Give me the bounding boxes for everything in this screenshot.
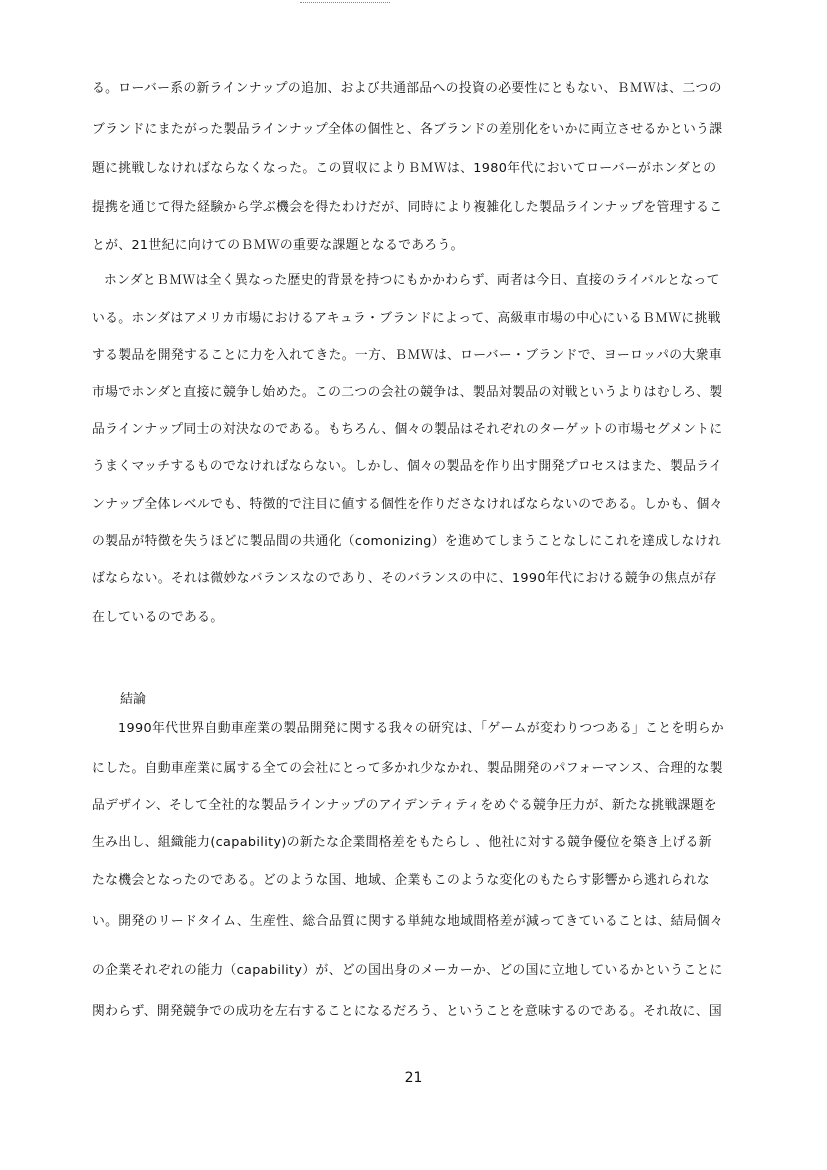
text-line: 関わらず、開発競争での成功を左右することになるだろう、ということを意味するのである。それ故に、国 [92,1004,723,1019]
text-line: 提携を通じて得た経験から学ぶ機会を得たわけだが、同時により複雑化した製品ラインナップを管理するこ [92,200,723,215]
text-line: とが、21世紀に向けてのＢＭＷの重要な課題となるであろう。 [92,238,464,253]
text-line: うまくマッチするものでなければならない。しかし、個々の製品を作り出す開発プロセスはまた、製品ライ [92,459,723,474]
text-line: 1990年代世界自動車産業の製品開発に関する我々の研究は、「ゲームが変わりつつある」ことを明らか [118,721,725,736]
text-line: いる。ホンダはアメリカ市場におけるアキュラ・ブランドによって、高級車市場の中心にいるＢＭＷに挑戦 [92,311,721,326]
text-line: 品デザイン、そして全社的な製品ラインナップのアイデンティティをめぐる競争圧力が、新たな挑戦課題を [92,798,718,813]
page-number: 21 [404,1070,423,1086]
text-line: 在しているのである。 [92,610,224,625]
text-line: る。ローバー系の新ラインナップの追加、および共通部品への投資の必要性にともない、ＢＭＷは、二つの [92,81,722,96]
text-line: 生み出し、組織能力(capability)の新たな企業間格差をもたらし 、他社に対する競争優位を築き上げる新 [92,835,712,850]
text-line: の製品が特徴を失うほどに製品間の共通化（comonizing）を進めてしまうことなしにこれを達成しなけれ [92,534,722,549]
text-line: ホンダとＢＭＷは全く異なった歴史的背景を持つにもかかわらず、両者は今日、直接のライバルとなって [104,273,720,288]
text-line: 市場でホンダと直接に競争し始めた。この二つの会社の競争は、製品対製品の対戦というよりはむしろ、製 [92,385,723,400]
text-line: にした。自動車産業に属する全ての会社にとって多かれ少なかれ、製品開発のパフォーマンス、合理的な製 [92,761,723,776]
text-line: たな機会となったのである。どのような国、地域、企業もこのような変化のもたらす影響から逃れられな [92,873,710,888]
text-line: する製品を開発することに力を入れてきた。一方、ＢＭＷは、ローバー・ブランドで、ヨーロッパの大衆車 [92,348,722,363]
text-line: の企業それぞれの能力（capability）が、どの国出身のメーカーか、どの国に立地しているかということに [92,963,723,978]
section-heading: 結論 [120,692,147,707]
text-line: ブランドにまたがった製品ラインナップ全体の個性と、各ブランドの差別化をいかに両立させるかという課 [92,122,723,137]
text-line: 題に挑戦しなければならなくなった。この買収によりＢＭＷは、1980年代においてローバーがホンダとの [92,161,717,176]
text-line: 品ラインナップ同士の対決なのである。もちろん、個々の製品はそれぞれのターゲットの市場セグメントに [92,422,723,437]
text-line: ンナップ全体レベルでも、特徴的で注目に値する個性を作りださなければならないのである。しかも、個々 [92,497,723,512]
text-line: ばならない。それは微妙なバランスなのであり、そのバランスの中に、1990年代における競争の焦点が存 [92,571,717,586]
text-line: い。開発のリードタイム、生産性、総合品質に関する単純な地域間格差が減ってきていることは、結局個々 [92,914,724,929]
